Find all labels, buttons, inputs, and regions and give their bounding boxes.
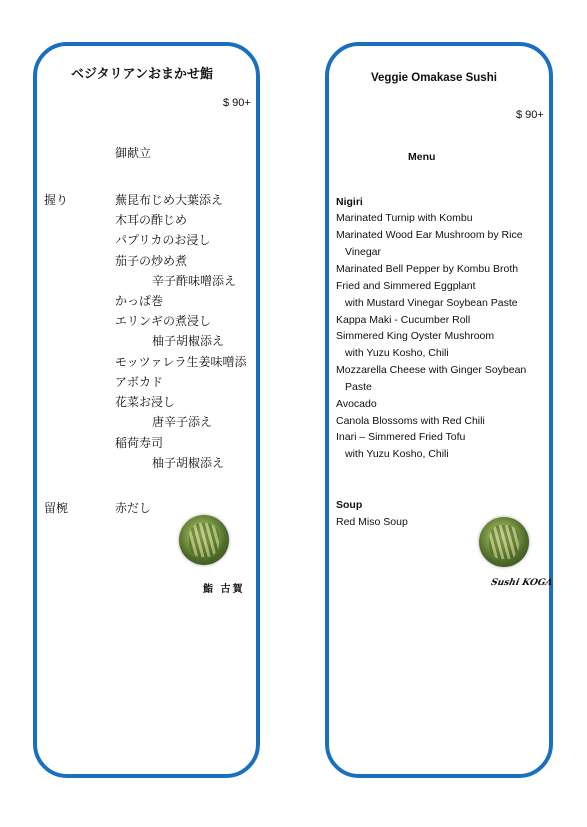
en-menu-item: Avocado	[336, 398, 377, 410]
jp-menu-item-note: 唐辛子添え	[152, 415, 213, 429]
en-menu-heading: Menu	[408, 151, 436, 163]
en-signature: Sushi KOGA	[489, 578, 554, 588]
en-nigiri-heading: Nigiri	[336, 196, 363, 208]
en-soup-heading: Soup	[336, 499, 363, 511]
jp-nigiri-label: 握り	[44, 193, 69, 207]
en-menu-item-cont: with Yuzu Kosho, Chili	[345, 347, 449, 359]
jp-menu-item-note: 辛子酢味噌添え	[152, 274, 237, 288]
en-menu-item: Simmered King Oyster Mushroom	[336, 330, 495, 342]
en-menu-item: Mozzarella Cheese with Ginger Soybean	[336, 364, 527, 376]
en-menu-item: Inari – Simmered Fried Tofu	[336, 431, 466, 443]
en-menu-item: Marinated Wood Ear Mushroom by Rice	[336, 229, 523, 241]
jp-menu-item: 稲荷寿司	[115, 436, 164, 450]
jp-price: $ 90+	[223, 97, 251, 109]
jp-menu-item: モッツァレラ生姜味噌添	[115, 355, 247, 369]
en-soup-item: Red Miso Soup	[336, 516, 408, 528]
en-menu-title: Veggie Omakase Sushi	[371, 72, 497, 84]
jp-menu-item: 木耳の酢じめ	[115, 213, 188, 227]
jp-menu-item: エリンギの煮浸し	[115, 314, 212, 328]
jp-soup-label: 留椀	[44, 501, 69, 515]
jp-menu-item: 花菜お浸し	[115, 395, 176, 409]
en-menu-item: Canola Blossoms with Red Chili	[336, 415, 485, 427]
jp-signature: 鮨 古賀	[203, 584, 245, 595]
en-price: $ 90+	[516, 109, 544, 121]
jp-menu-item-note: 柚子胡椒添え	[152, 456, 225, 470]
jp-menu-item: パプリカのお浸し	[115, 233, 211, 247]
jp-menu-item: 蕪昆布じめ大葉添え	[115, 193, 224, 207]
en-menu-item-cont: with Mustard Vinegar Soybean Paste	[345, 297, 518, 309]
en-menu-item-cont: Paste	[345, 381, 372, 393]
jp-menu-title: ベジタリアンおまかせ鮨	[71, 67, 213, 82]
en-menu-item-cont: Vinegar	[345, 246, 382, 258]
jp-menu-item: かっぱ巻	[115, 294, 164, 308]
en-menu-item: Kappa Maki - Cucumber Roll	[336, 314, 471, 326]
en-menu-item: Fried and Simmered Eggplant	[336, 280, 476, 292]
jp-soup-item: 赤だし	[115, 501, 152, 515]
jp-menu-heading: 御献立	[115, 146, 152, 160]
en-menu-item: Marinated Turnip with Kombu	[336, 212, 473, 224]
jp-menu-item: 茄子の炒め煮	[115, 254, 188, 268]
logo-photo	[179, 515, 229, 565]
jp-menu-item: アボカド	[115, 375, 164, 389]
logo-photo	[479, 517, 529, 567]
en-menu-item: Marinated Bell Pepper by Kombu Broth	[336, 263, 519, 275]
jp-menu-item-note: 柚子胡椒添え	[152, 334, 225, 348]
en-menu-item-cont: with Yuzu Kosho, Chili	[345, 448, 449, 460]
